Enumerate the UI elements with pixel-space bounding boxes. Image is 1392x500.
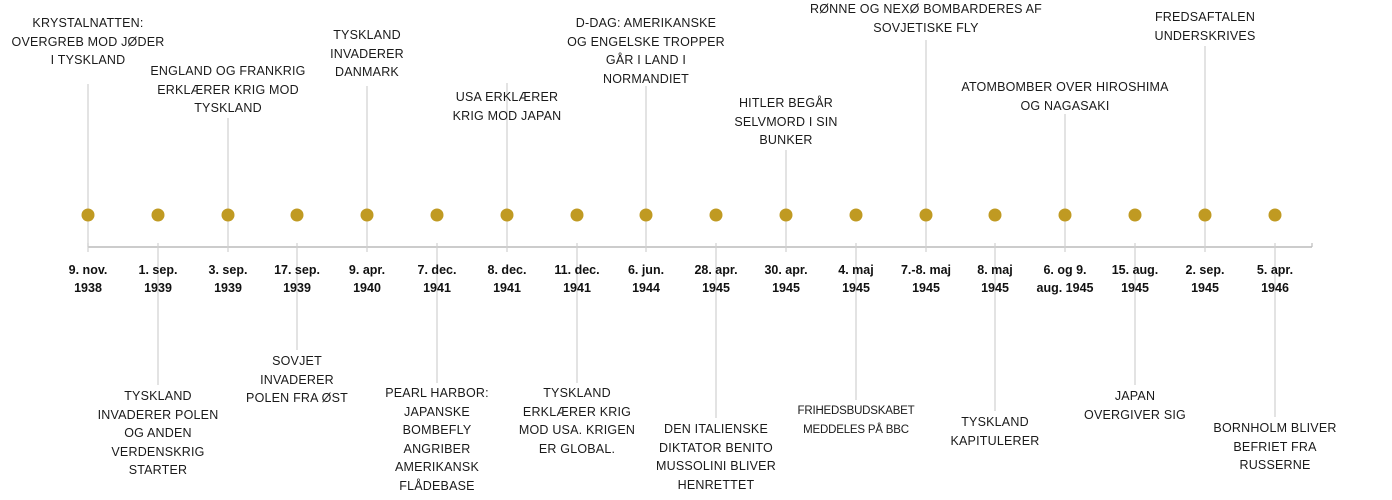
event-date	[209, 261, 248, 297]
event-description-line: FRIHEDSBUDSKABET	[797, 405, 915, 417]
event-description-line: NORMANDIET	[602, 71, 690, 86]
event-description-line: INVADERER	[260, 372, 334, 387]
event-date-line: 1944	[632, 281, 660, 295]
event-marker	[82, 209, 95, 222]
event-description-line: JAPANSKE	[404, 404, 470, 419]
event-date	[418, 261, 457, 297]
event-date-line: 9. nov.	[68, 263, 108, 277]
event-date-line: 8. maj	[977, 263, 1013, 277]
event-date-line: 3. sep.	[208, 263, 248, 277]
event-description-line: I TYSKLAND	[50, 53, 126, 67]
event-description-line: TYSKLAND	[194, 101, 262, 115]
event-description-line: BEFRIET FRA	[1233, 439, 1317, 454]
event-description-line: SOVJETISKE FLY	[873, 20, 979, 35]
event-description-line: MOD USA. KRIGEN	[518, 423, 636, 437]
event-date-line: 1946	[1261, 281, 1289, 295]
event-date-line: 1941	[493, 281, 521, 295]
event-date	[1037, 261, 1094, 297]
event-date-line: 1941	[423, 281, 451, 295]
event-description-line: TYSKLAND	[333, 28, 401, 42]
event-date-line: 1939	[214, 281, 242, 295]
event-description-line: USA ERKLÆRER	[455, 90, 559, 104]
event-date-line: 1941	[563, 281, 591, 295]
event-description	[656, 420, 776, 494]
event-date-line: 28. apr.	[694, 263, 738, 277]
event-description-line: INVADERER	[330, 46, 404, 61]
event-description	[567, 14, 725, 88]
event-marker	[989, 209, 1002, 222]
event-description	[12, 14, 165, 70]
event-date-line: 7. dec.	[417, 263, 457, 277]
event-date	[1186, 261, 1225, 297]
event-date	[1257, 261, 1293, 297]
event-date	[901, 261, 951, 297]
event-description-line: ATOMBOMBER OVER HIROSHIMA	[961, 80, 1169, 94]
event-description-line: BORNHOLM BLIVER	[1213, 421, 1337, 435]
event-description-line: MUSSOLINI BLIVER	[656, 459, 776, 473]
event-marker	[571, 209, 584, 222]
event-date	[69, 261, 108, 297]
event-date	[628, 261, 664, 297]
event-description	[1154, 8, 1255, 45]
event-date-line: 6. jun.	[627, 263, 665, 277]
event-marker	[501, 209, 514, 222]
event-date-line: 1939	[144, 281, 172, 295]
event-description-line: ERKLÆRER KRIG	[522, 404, 632, 419]
event-date-line: aug. 1945	[1036, 281, 1094, 295]
event-description	[385, 384, 489, 495]
event-description-line: OVERGREB MOD JØDER	[11, 34, 165, 49]
event-description-line: FREDSAFTALEN	[1154, 10, 1256, 24]
event-description-line: HENRETTET	[677, 477, 755, 492]
event-description-line: OG ENGELSKE TROPPER	[567, 34, 725, 49]
event-description-line: TYSKLAND	[543, 386, 611, 400]
event-marker	[152, 209, 165, 222]
event-description	[798, 402, 915, 439]
event-marker	[1129, 209, 1142, 222]
event-description-line: D-DAG: AMERIKANSKE	[575, 16, 717, 30]
event-date	[274, 261, 320, 297]
event-description-line: INVADERER POLEN	[97, 407, 219, 422]
event-description	[453, 88, 562, 125]
event-description	[519, 384, 635, 458]
event-date-line: 1945	[1121, 281, 1149, 295]
event-date	[554, 261, 599, 297]
event-description	[961, 78, 1168, 115]
event-date-line: 2. sep.	[1185, 263, 1225, 277]
event-date-line: 1939	[283, 281, 311, 295]
event-date-line: 8. dec.	[487, 263, 527, 277]
event-description	[1213, 419, 1336, 475]
event-description-line: OG ANDEN	[124, 426, 192, 440]
event-description-line: RUSSERNE	[1239, 458, 1311, 472]
event-description	[150, 62, 305, 118]
event-date-line: 1945	[702, 281, 730, 295]
event-date-line: 5. apr.	[1256, 263, 1294, 277]
event-marker	[222, 209, 235, 222]
event-date-line: 1945	[842, 281, 870, 295]
event-date	[1112, 261, 1159, 297]
event-description	[810, 0, 1042, 37]
event-date	[694, 261, 737, 297]
event-description-line: UNDERSKRIVES	[1154, 28, 1256, 43]
event-date-line: 1945	[772, 281, 800, 295]
event-description-line: VERDENSKRIG	[111, 444, 205, 459]
event-date-line: 1938	[74, 281, 102, 295]
event-description-line: DIKTATOR BENITO	[659, 440, 773, 455]
event-date-line: 1945	[981, 281, 1009, 295]
event-date	[764, 261, 807, 297]
event-description-line: RØNNE OG NEXØ BOMBARDERES AF	[809, 2, 1043, 16]
event-marker	[640, 209, 653, 222]
event-date-line: 9. apr.	[348, 263, 386, 277]
event-description-line: DANMARK	[335, 65, 399, 79]
event-date	[139, 261, 178, 297]
event-description-line: ANGRIBER	[403, 441, 471, 456]
event-description-line: TYSKLAND	[961, 415, 1029, 429]
event-date	[977, 261, 1012, 297]
event-marker	[1059, 209, 1072, 222]
event-description-line: KAPITULERER	[950, 433, 1040, 448]
event-description-line: GÅR I LAND I	[605, 53, 687, 67]
event-description-line: ER GLOBAL.	[538, 441, 616, 456]
event-date	[349, 261, 385, 297]
event-description-line: SOVJET	[272, 354, 322, 368]
event-description-line: MEDDELES PÅ BBC	[803, 423, 909, 436]
event-marker	[1269, 209, 1282, 222]
event-description	[1084, 387, 1186, 424]
event-date-line: 1. sep.	[138, 263, 178, 277]
event-description-line: ERKLÆRER KRIG MOD	[157, 82, 299, 97]
event-description-line: STARTER	[128, 463, 188, 477]
event-date-line: 1945	[1191, 281, 1219, 295]
event-date	[488, 261, 527, 297]
event-description-line: KRIG MOD JAPAN	[452, 108, 562, 123]
event-description-line: ENGLAND OG FRANKRIG	[150, 64, 306, 78]
event-description-line: AMERIKANSK	[395, 460, 479, 474]
event-description	[330, 26, 404, 82]
event-date-line: 7.-8. maj	[900, 263, 952, 277]
event-description	[246, 352, 348, 408]
event-marker	[780, 209, 793, 222]
event-date-line: 17. sep.	[274, 263, 320, 277]
event-description-line: BUNKER	[759, 133, 813, 147]
event-description-line: HITLER BEGÅR	[738, 96, 834, 110]
event-marker	[850, 209, 863, 222]
event-description-line: JAPAN	[1114, 389, 1156, 403]
event-date-line: 4. maj	[838, 263, 874, 277]
event-description-line: TYSKLAND	[124, 389, 192, 403]
event-description-line: SELVMORD I SIN	[734, 114, 838, 129]
event-description	[734, 94, 837, 150]
event-description-line: BOMBEFLY	[402, 423, 472, 437]
event-date-line: 6. og 9.	[1043, 263, 1087, 277]
event-description-line: PEARL HARBOR:	[385, 386, 489, 400]
event-description-line: KRYSTALNATTEN:	[32, 16, 144, 30]
event-marker	[1199, 209, 1212, 222]
event-description-line: OVERGIVER SIG	[1084, 407, 1186, 422]
event-marker	[431, 209, 444, 222]
event-marker	[710, 209, 723, 222]
event-description	[98, 387, 219, 480]
event-marker	[361, 209, 374, 222]
event-date	[838, 261, 873, 297]
event-description	[950, 413, 1039, 450]
event-marker	[920, 209, 933, 222]
event-description-line: DEN ITALIENSKE	[664, 422, 768, 436]
event-date-line: 1945	[912, 281, 940, 295]
event-marker	[291, 209, 304, 222]
event-date-line: 30. apr.	[764, 263, 808, 277]
event-description-line: POLEN FRA ØST	[246, 391, 348, 405]
event-date-line: 15. aug.	[1111, 263, 1159, 277]
event-date-line: 11. dec.	[554, 263, 600, 277]
event-date-line: 1940	[353, 281, 381, 295]
event-description-line: FLÅDEBASE	[399, 478, 475, 493]
event-description-line: OG NAGASAKI	[1020, 98, 1110, 113]
